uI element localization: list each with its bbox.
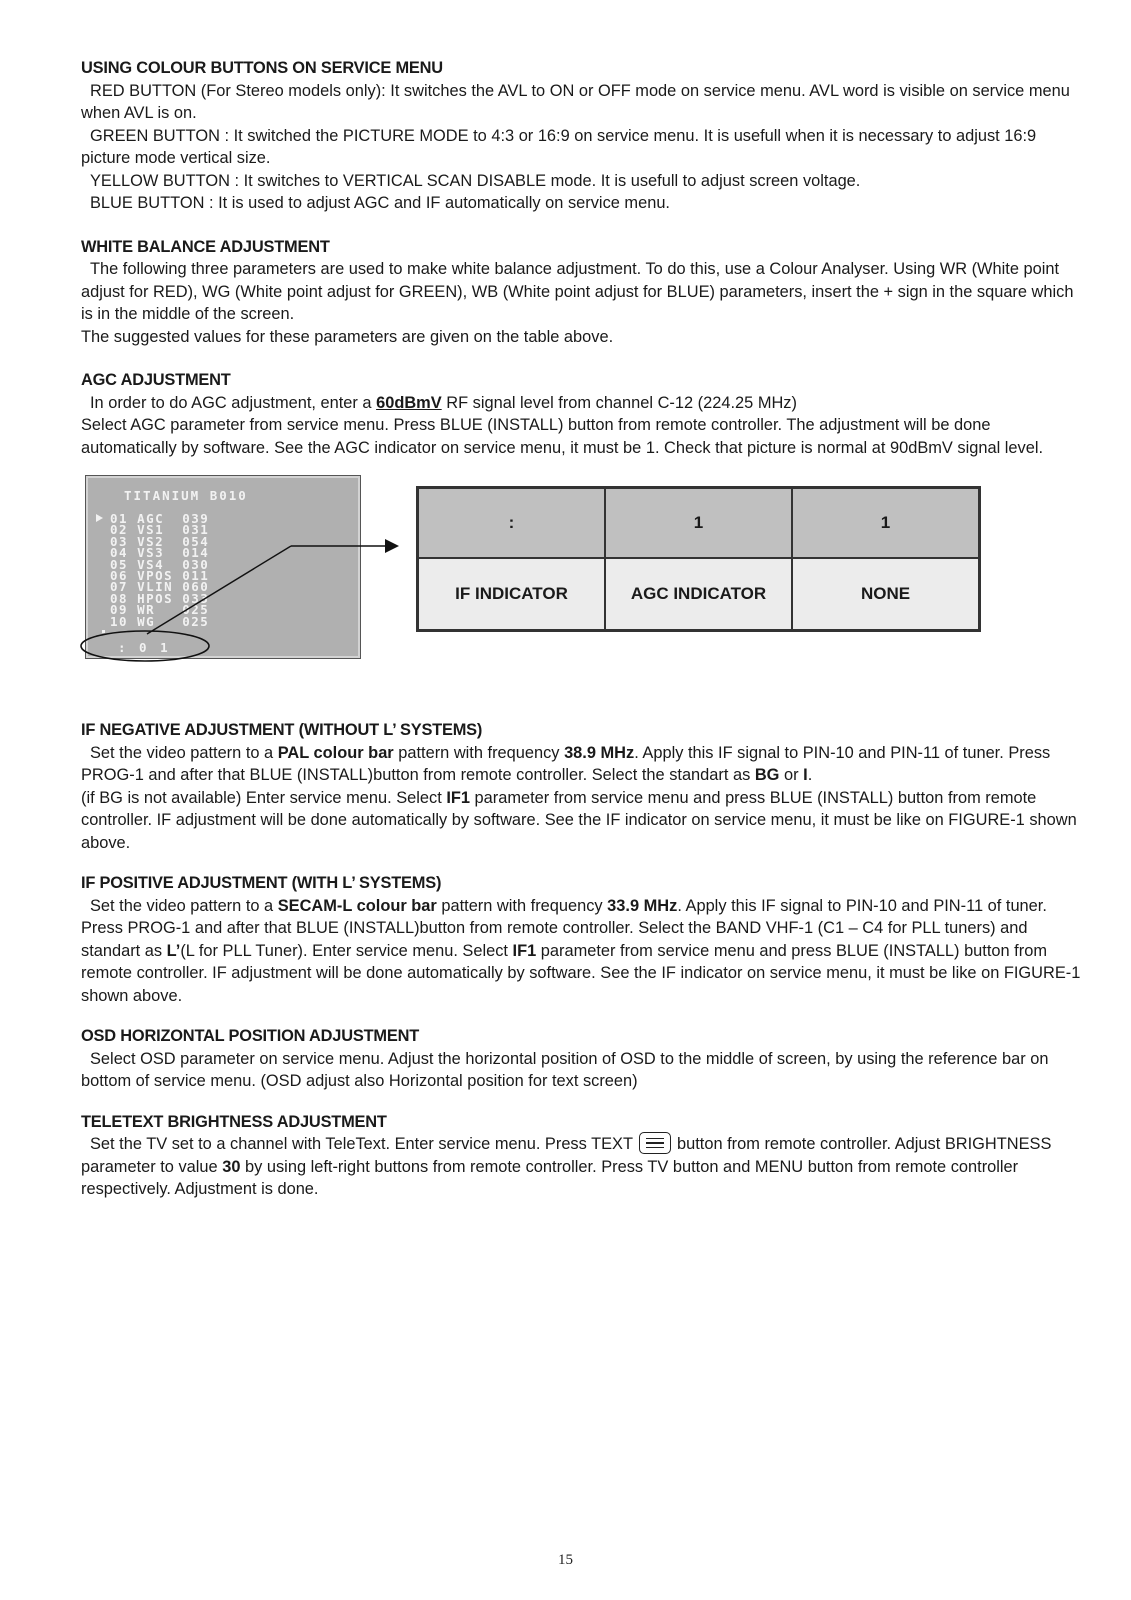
- text-run: .: [807, 766, 813, 784]
- agc-procedure-paragraph: Select AGC parameter from service menu. Press BLUE (INSTALL) button from remote controller. The adjustment will be done automatically by software. See the AGC indicator on service menu, it must be 1. Check that picture is normal at 90dBmV signal level.: [81, 416, 1044, 457]
- text-run: or: [779, 766, 804, 784]
- section-heading: IF NEGATIVE ADJUSTMENT (WITHOUT L’ SYSTEMS): [81, 721, 483, 739]
- indicator-value-cell: :: [418, 488, 606, 559]
- section-colour-buttons: [81, 57, 1081, 215]
- bold-run: SECAM-L colour bar: [277, 896, 437, 915]
- section-heading: AGC ADJUSTMENT: [81, 371, 231, 389]
- text-run: (L for PLL Tuner). Enter service menu. Select: [180, 941, 513, 960]
- bold-run: IF1: [512, 941, 537, 960]
- yellow-button-paragraph: YELLOW BUTTON : It switches to VERTICAL SCAN DISABLE mode. It is usefull to adjust screen voltage.: [90, 171, 861, 190]
- indicator-values-row: [418, 488, 980, 559]
- white-balance-paragraph: The following three parameters are used to make white balance adjustment. To do this, use a Colour Analyser. Using WR (White point adjust for RED), WG (White point adjust for GREEN), WB (White point adjust for BLUE) parameters, insert the + sign in the square which is in the middle of the screen.: [81, 260, 1074, 323]
- callout-line: [147, 546, 291, 634]
- service-menu-row: 05 VS4 030: [110, 556, 210, 572]
- bold-run: 38.9 MHz: [564, 743, 635, 762]
- bold-run: 30: [222, 1157, 241, 1176]
- service-menu-row: 09 WR 025: [110, 602, 210, 618]
- agc-signal-paragraph: [81, 392, 1081, 415]
- white-balance-note: The suggested values for these parameters are given on the table above.: [81, 327, 614, 346]
- text-run: Set the video pattern to a: [90, 743, 278, 762]
- agc-text: In order to do AGC adjustment, enter a: [90, 393, 377, 412]
- bold-run: I: [803, 766, 808, 784]
- agc-text: RF signal level from channel C-12 (224.25 MHz): [441, 393, 797, 412]
- teletext-paragraph: [81, 1133, 1081, 1201]
- section-agc: [81, 369, 1081, 459]
- service-menu-indicator-line: : 0 1: [118, 640, 171, 655]
- indicator-value-cell: 1: [792, 488, 980, 559]
- blue-button-paragraph: BLUE BUTTON : It is used to adjust AGC and IF automatically on service menu.: [90, 194, 670, 212]
- red-button-paragraph: RED BUTTON (For Stereo models only): It switches the AVL to ON or OFF mode on service menu. AVL word is visible on service menu when AVL is on.: [81, 81, 1070, 122]
- text-run: Set the TV set to a channel with TeleText. Enter service menu. Press TEXT: [90, 1135, 633, 1153]
- service-menu-row: 01 AGC 039: [110, 511, 210, 526]
- agc-signal-level: 60dBmV: [376, 393, 442, 412]
- service-menu-row: 02 VS1 031: [110, 522, 210, 538]
- bold-run: PAL colour bar: [277, 743, 394, 762]
- indicator-labels-row: [418, 558, 980, 631]
- bold-run: 33.9 MHz: [607, 896, 678, 915]
- section-heading: USING COLOUR BUTTONS ON SERVICE MENU: [81, 59, 443, 77]
- green-button-paragraph: GREEN BUTTON : It switched the PICTURE MODE to 4:3 or 16:9 on service menu. It is usefull when it is necessary to adjust 16:9 picture mode vertical size.: [81, 126, 1037, 167]
- section-if-positive: [81, 872, 1081, 1007]
- indicator-label-cell: AGC INDICATOR: [605, 558, 792, 631]
- section-if-negative: [81, 719, 1081, 854]
- figure-1: [81, 475, 1081, 695]
- if-negative-paragraph-2: [81, 787, 1081, 855]
- indicator-value-cell: 1: [605, 488, 792, 559]
- text-run: pattern with frequency: [436, 896, 608, 915]
- section-heading: IF POSITIVE ADJUSTMENT (WITH L’ SYSTEMS): [81, 874, 442, 892]
- section-white-balance: [81, 236, 1081, 349]
- text-run: parameter from service menu and press BLUE (INSTALL) button from remote controller. IF adjustment will be done automatically by software. See the IF indicator on service menu, it must be like on FIGURE-1 shown above.: [81, 788, 1077, 852]
- page-number: 15: [558, 1552, 573, 1568]
- text-run: . Apply this IF signal to PIN-10 and PIN-11 of tuner. Press PROG-1 and after that BLUE (INSTALL)button from remote controller. Select the standart as: [81, 743, 1051, 784]
- text-run: button from remote controller. Adjust BRIGHTNESS parameter to value: [81, 1135, 1052, 1176]
- section-teletext: [81, 1111, 1081, 1201]
- indicator-highlight-ellipse: [81, 631, 209, 661]
- service-menu-row: 07 VLIN 060: [110, 579, 210, 595]
- service-menu-row: 04 VS3 014: [110, 545, 210, 561]
- section-osd-horizontal: [81, 1025, 1081, 1093]
- indicator-label-cell: NONE: [792, 558, 980, 631]
- bold-run: L’: [166, 941, 181, 960]
- osd-horizontal-paragraph: Select OSD parameter on service menu. Adjust the horizontal position of OSD to the middle of screen, by using the reference bar on bottom of service menu. (OSD adjust also Horizontal position for text screen): [81, 1049, 1049, 1090]
- text-run: parameter from service menu and press BLUE (INSTALL) button from remote controller. IF adjustment will be done automatically by software. See the IF indicator on service menu, it must be like on FIGURE-1 shown above.: [81, 941, 1081, 1005]
- section-heading: OSD HORIZONTAL POSITION ADJUSTMENT: [81, 1027, 420, 1045]
- teletext-button-icon: [639, 1132, 671, 1154]
- callout-connector: [81, 475, 421, 675]
- text-run: . Apply this IF signal to PIN-10 and PIN-11 of tuner. Press PROG-1 and after that BLUE (INSTALL)button from remote controller. Select the BAND VHF-1 (C1 – C4 for PLL tuners) and standart as: [81, 896, 1047, 960]
- page-content: [81, 57, 1081, 1222]
- if-positive-paragraph: [81, 895, 1081, 1008]
- bold-run: BG: [754, 766, 780, 784]
- section-heading: WHITE BALANCE ADJUSTMENT: [81, 237, 330, 256]
- bold-run: IF1: [446, 788, 470, 807]
- if-negative-paragraph: [81, 742, 1081, 787]
- service-menu-row: 03 VS2 054: [110, 533, 210, 549]
- text-run: by using left-right buttons from remote controller. Press TV button and MENU button from remote controller respectively. Adjustment is done.: [81, 1157, 1019, 1198]
- arrow-head-icon: [385, 539, 399, 553]
- text-run: Set the video pattern to a: [90, 896, 278, 915]
- text-run: pattern with frequency: [393, 743, 565, 762]
- service-menu-row: 08 HPOS 033: [110, 590, 210, 606]
- section-heading: TELETEXT BRIGHTNESS ADJUSTMENT: [81, 1112, 387, 1131]
- service-menu-row: 10 WG 025: [110, 613, 210, 629]
- service-menu-row: 06 VPOS 011: [110, 567, 210, 583]
- indicator-label-cell: IF INDICATOR: [418, 558, 606, 631]
- text-run: (if BG is not available) Enter service menu. Select: [81, 788, 447, 807]
- indicator-table: [416, 486, 981, 632]
- service-menu-title: TITANIUM B010: [124, 488, 248, 503]
